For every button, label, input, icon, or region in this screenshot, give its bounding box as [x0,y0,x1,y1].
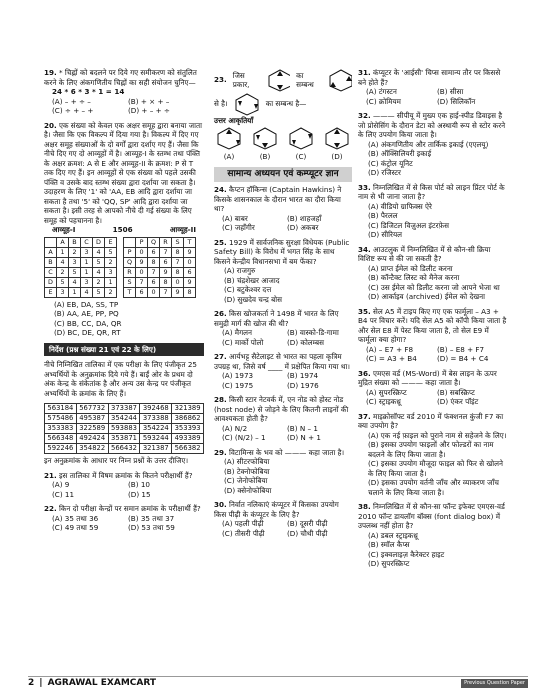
matrix-1-label: आव्यूह-I [52,225,76,234]
question-26 [214,309,352,347]
option-a[interactable]: (A) 9 [52,480,70,489]
option-a[interactable]: (A) पहली पीढ़ी [222,519,264,529]
option-a[interactable]: (A) 1973 [222,371,254,381]
option-b[interactable]: (B) स्मॉल कैप्स [368,540,410,549]
table-note: इन अनुक्रमांक के आधार पर निम्न प्रश्नों के उत्तर दीजिए। [44,456,189,465]
question-21 [44,471,204,500]
option-a[interactable]: (A) प्राप्त ईमेल को डिलीट करना [368,263,453,273]
option-c[interactable]: (C) = A3 + B4 [366,354,417,363]
option-c[interactable]: (C) डिजिटल विज़ुअल इंटरफ़ेस [368,220,449,230]
question-text: किन दो परीक्षा केन्द्रों पर समान क्रमांक के परीक्षार्थी हैं? [59,504,201,513]
options [358,87,508,106]
matrix-2: P Q R S T P 0 6 7 8 9 Q 9 8 6 7 0 R 0 7 9 8 6 S 7 6 8 0 9 T 6 0 7 9 8 [123,237,196,298]
hexagon-figure-icon [288,126,314,150]
option-b[interactable]: (B) 10 [128,480,150,489]
question-32 [358,111,508,178]
option-d[interactable]: (D) सुखदेव चन्द्र बोस [224,294,282,304]
answer-figure-b[interactable] [252,126,278,162]
question-text: निर्वात नलिकाएं कंप्यूटर में किसका उपयोग किस पीढ़ी के कंप्यूटर के लिए है? [214,500,339,519]
matrix-1: A B C D E A 1 2 3 4 5 B 4 3 1 5 2 C 2 5 1 4 3 D 5 4 3 2 1 E 3 1 4 5 2 [44,237,117,298]
option-a[interactable]: (A) 35 तथा 36 [52,513,99,523]
question-number: 35. [358,306,371,316]
question-text: से है। [214,99,228,109]
question-28 [214,395,352,443]
option-c[interactable]: (C) (N/2) – 1 [222,433,266,443]
hexagon-figure-icon [216,126,242,150]
hexagon-figure-icon [327,68,352,92]
option-a[interactable]: (A) सीटरफोबिया [224,457,270,467]
option-d[interactable]: (D) 1976 [287,380,319,390]
question-number: 25. [214,237,227,247]
page-footer [28,676,528,691]
option-d[interactable]: (D) + – + ÷ [128,106,170,115]
question-20 [44,121,204,338]
option-d[interactable]: (D) = B4 + C4 [437,354,489,363]
option-a[interactable]: (A) राजगुरु [224,266,256,276]
option-c[interactable]: (C) तीसरी पीढ़ी [222,528,265,538]
option-d[interactable]: (D) BC, DE, QR, RT [54,328,121,337]
option-c[interactable]: (C) इसका उपयोग मौजूदा फाइल को फिर से खोलने के लिए किया जाता है। [368,459,503,478]
option-c[interactable]: (C) क्रोमियम [366,96,401,106]
question-text: कैप्टन हॉकिन्स (Captain Hawkins) ने किसके शासनकाल के दौरान भारत का दौरा किया था? [214,185,342,214]
question-text: कंप्यूटर के 'आईसी' चिप्स सामान्य तौर पर किससे बने होते हैं? [358,68,501,87]
question-text: का सम्बन्ध [296,70,314,89]
question-number: 26. [214,309,227,319]
option-a[interactable]: (A) मैगलन [222,328,253,338]
option-d[interactable]: (D) चौथी पीढ़ी [287,528,328,538]
option-a[interactable]: (A) अंकगणितीय और तार्किक इकाई (एएलयू) [368,139,489,149]
roll-number-table [44,403,204,454]
instruction-heading: निर्देश (प्रश्न संख्या 21 एवं 22 के लिए) [44,343,204,357]
question-30 [214,500,352,538]
table-row: 592246 354822 566432 321387 566382 [45,444,204,454]
figure-row-2 [214,92,352,116]
table-row: 575486 495387 354244 373388 386862 [45,414,204,424]
option-b[interactable]: (B) इसका उपयोग फाइलों और फोल्डरों का नाम बदलने के लिए किया जाता है। [368,440,494,459]
separator: | [39,678,43,689]
option-b[interactable]: (B) टेक्नोफोबिया [224,466,270,476]
question-text: एक संख्या को केवल एक अक्षर समूह द्वारा बनाया जाता है। जैसा कि एक विकल्प में दिया गया है। विकल्प में दिए गए अक्षर समूह संख्याओं के दो वर्गों द्वारा दर्शाए गए हैं। जैसा कि नीचे दिए गए दो आव्यूहों में है। आव्यूह-I के स्तम्भ तथा पंक्ति के अक्षर क्रमश: A से E और आव्यूह-II के क्रमश: P से T तक दिए गए हैं। इन आव्यूहों से एक संख्या को पहले उसकी पंक्ति व उसके बाद स्तम्भ संख्या द्वारा दर्शाया जा सकता है। उदाहरण के लिए '1' को 'AA, EB आदि द्वारा दर्शाया जा सकता है तथा '5' को 'QQ, SP' आदि द्वारा दर्शाया जा सकता है। इसी तरह से आपको नीचे दी गई संख्या के लिए समूह को पहचानना है। [44,120,202,225]
options [44,97,204,116]
question-27 [214,352,352,390]
question-text: एमएस वर्ड (MS-Word) में बेस लाइन के ऊपर मुद्रित संख्या को ——— कहा जाता है। [358,368,497,387]
question-number: 23. [214,75,227,85]
column-3 [358,68,508,574]
question-25 [214,238,352,305]
question-number: 28. [214,395,227,405]
question-33 [358,183,508,240]
question-number: 33. [358,182,371,192]
question-number: 36. [358,368,371,378]
option-d[interactable]: (D) क्सेनोफोबिया [224,485,272,495]
section-heading: सामान्य अध्ययन एवं कम्प्यूटर ज्ञान [214,167,352,183]
option-c[interactable]: (C) मार्को पोलो [222,337,264,347]
question-number: 31. [358,68,371,77]
question-22 [44,504,204,533]
question-number: 24. [214,185,227,195]
option-d[interactable]: (D) 15 [128,489,151,499]
option-d[interactable]: (D) सिलिकॉन [437,96,476,106]
question-19 [44,68,204,116]
option-a[interactable]: (A) N/2 [222,423,248,433]
answer-figure-d[interactable] [324,126,350,162]
brand-name: AGRAWAL EXAMCART [47,678,157,689]
option-c[interactable]: (C) उस ईमेल को डिलीट करना जो आपने भेजा था [368,282,500,292]
option-d[interactable]: (D) रजिस्टर [368,168,401,177]
option-label: (C) [295,152,307,161]
question-24 [214,185,352,233]
question-text: निम्नलिखित में से किस पोर्ट को लाइन प्रिंटर पोर्ट के नाम से भी जाना जाता है? [358,182,505,201]
question-number: 21. [44,470,57,480]
hexagon-figure-icon [234,92,260,116]
question-34 [358,245,508,302]
hexagon-figure-icon [324,126,350,150]
options [214,371,352,390]
footer-badge: Previous Question Paper [461,679,528,688]
instruction-text: नीचे निम्नि‍खित तालिका में एक परीक्षा के लिए पंजीकृत 25 अभ्यर्थियों के अनुक्रमांक दिये गये हैं। बाईं ओर के प्रथम दो अंक केन्द्र के संकेतांक है और अन्य उस केन्द्र पर पंजीकृत अभ्यर्थियों के क्रमांक के लिए हैं। [44,360,197,398]
answer-figures-label: उत्तर आकृतियाँ [214,116,254,125]
table-row: 563184 567732 373387 392468 321389 [45,404,204,414]
hexagon-figure-icon [252,126,278,150]
option-a[interactable]: (A) टंगस्टन [366,87,397,96]
options [214,328,352,347]
option-c[interactable]: (C) जहाँगीर [222,223,255,233]
option-c[interactable]: (C) 11 [52,489,75,499]
option-b[interactable]: (B) सबस्क्रिप्ट [437,387,475,397]
option-b[interactable]: (B) AA, AE, PP, PQ [54,309,119,318]
question-number: 27. [214,352,227,362]
equation: 24 * 6 * 3 * 1 = 14 [52,87,125,96]
option-c[interactable]: (C) 49 तथा 59 [52,523,99,532]
option-d[interactable]: (D) 53 तथा 59 [128,523,175,532]
option-c[interactable]: (C) बटुकेश्वर दत्त [224,285,272,295]
question-35 [358,307,508,364]
option-b[interactable]: (B) 1974 [287,371,319,381]
option-c[interactable]: (C) इक्वलाइज़ कैरेक्टर हाइट [368,549,445,559]
answer-figure-a[interactable] [216,126,242,162]
table-row: 566348 492424 353871 593244 493389 [45,434,204,444]
option-d[interactable]: (D) एंकर पॉइंट [437,397,479,406]
option-b[interactable]: (B) 35 तथा 37 [128,513,175,523]
question-text: आउटलुक में निम्नलिखित में से कौन-सी क्रिया विशिष्ट रूप से की जा सकती है? [358,244,491,263]
hexagon-figure-icon [267,68,290,92]
question-number: 38. [358,502,371,511]
options [214,214,352,233]
answer-figures [214,126,352,162]
option-d[interactable]: (D) सीरियल [368,230,402,239]
question-29 [214,448,352,496]
question-text: 1929 में सार्वजनिक सुरक्षा विधेयक (Public Safety Bill) के विरोध में भगत सिंह के साथ किसने केन्द्रीय विधानसभा में बम फेंका? [214,237,350,266]
option-a[interactable]: (A) – + ÷ – [52,96,91,106]
option-a[interactable]: (A) बाबर [222,213,248,223]
option-b[interactable]: (B) N – 1 [287,423,318,433]
option-c[interactable]: (C) ÷ + – + [52,106,94,115]
option-a[interactable]: (A) EB, DA, SS, TP [54,299,119,309]
option-d[interactable]: (D) आर्काइव (archived) ईमेल को देखना [368,292,485,301]
question-text: माइक्रोसॉफ्ट वर्ड 2010 में फंक्शनल कुंजी F7 का क्या उपयोग है? [358,411,504,430]
option-b[interactable]: (B) दूसरी पीढ़ी [287,519,328,529]
option-b[interactable]: (B) शाहजहाँ [287,213,322,223]
option-a[interactable]: (A) एक नई फ़ाइल को पुराने नाम से सहेजने के लिए। [368,430,507,440]
column-2 [214,68,352,543]
question-23 [214,68,352,162]
question-text: आर्यभट्ट सैटेलाइट से भारत का पहला कृत्रिम उपग्रह था, जिसे वर्ष ____ में प्रक्षेपित किया गया था। [214,352,351,371]
question-number: 32. [358,111,371,120]
option-b[interactable]: (B) + × + – [128,96,170,106]
question-number: 30. [214,500,227,510]
question-number: 34. [358,244,371,254]
option-c[interactable]: (C) कंट्रोल यूनिट [368,158,413,168]
question-text: इस तालिका में विषम क्रमांक के कितने परीक्षार्थी हैं? [59,470,193,480]
options [214,424,352,443]
question-text: किस खोजकर्ता ने 1498 में भारत के लिए समुद्री मार्ग की खोज की थी? [214,309,339,328]
column-1 [44,68,204,538]
options [358,388,508,407]
question-number: 37. [358,411,371,421]
options [44,514,204,533]
question-number: 19. [44,68,57,77]
option-b[interactable]: (B) पैरलल [368,211,398,220]
page-number: 2 [28,678,35,689]
question-text: विटामिन्स के भव को ——— कहा जाता है। [229,447,345,457]
question-text: जिस प्रकार, [232,70,250,89]
question-text: सेल A5 में टाइप किए गए एक फार्मूला – A3 + B4 पर विचार करें। यदि सेल A5 को कॉपी किया जाता है और सेल E8 में पेस्ट किया जाता है, तो सेल E9 में फार्मूला क्या होगा? [358,306,507,344]
question-37 [358,412,508,498]
question-text: किसी स्टार नेटवर्क में, एन नोड को होस्ट नोड (host node) से जोड़ने के लिए कितनी लाइनों की आवश्यकता होती है? [214,395,349,424]
matrices [44,237,204,298]
option-label: (B) [259,152,271,161]
option-a[interactable]: (A) – E7 + F8 [366,344,414,354]
matrix-headings [44,225,204,235]
option-label: (A) [223,152,235,161]
option-a[interactable]: (A) सुपरस्क्रिप्ट [366,387,407,397]
option-b[interactable]: (B) सीसा [437,87,464,96]
question-number: 22. [44,504,57,513]
option-b[interactable]: (B) चंद्रशेखर आजाद [224,275,280,285]
option-b[interactable]: (B) कॉन्टैक्ट लिस्ट को मैनेज करना [368,273,460,282]
option-c[interactable]: (C) BB, CC, DA, QR [54,318,122,328]
option-d[interactable]: (D) N + 1 [287,433,321,443]
question-text: * चिह्नों को बदलने पर दिये गए समीकरण को संतुलित करने के लिए अंकगणितीय चिह्नों का सही संयोजन चुनिए— [44,68,197,87]
question-31 [358,68,508,106]
option-b[interactable]: (B) ऑक्सिलियरी इकाई [368,149,432,158]
question-text: ——— सीपीयू में मुख्य एक हाई-स्पीड डिवाइस है जो प्रोसेसिंग के दौरान डेटा को अस्थायी रूप से स्टोर करने के लिए उपयोग किया जाता है। [358,111,506,139]
question-36 [358,369,508,407]
option-d[interactable]: (D) सुपरस्क्रिप्ट [368,559,410,568]
option-b[interactable]: (B) वास्को-डि-गामा [287,328,339,338]
option-a[interactable]: (A) डबल स्ट्राइकथ्रू [368,530,418,540]
question-38 [358,502,508,569]
options [214,519,352,538]
table-row: 353383 322589 593883 354224 353393 [45,424,204,434]
matrix-2-label: आव्यूह-II [169,225,196,234]
option-c[interactable]: (C) स्ट्राइकथ्रू [366,397,401,406]
option-label: (D) [331,152,343,161]
target-number: 1506 [112,225,133,234]
option-a[interactable]: (A) वीडियो ग्राफिक्स ऐरे [368,201,432,211]
option-c[interactable]: (C) जेनोफोबिया [224,476,268,486]
answer-figure-c[interactable] [288,126,314,162]
question-number: 29. [214,447,227,457]
option-b[interactable]: (B) – E8 + F7 [437,344,485,354]
option-c[interactable]: (C) 1975 [222,380,254,390]
option-d[interactable]: (D) कोलम्बस [287,337,324,347]
question-number: 20. [44,120,57,130]
options [358,345,508,364]
question-text: निम्नलिखित में से कौन-सा फॉन्ट इफेक्ट एमएस-वर्ड 2010 फॉन्ट डायलॉग बॉक्स (font dialog box) में उपलब्ध नहीं होता है? [358,502,505,530]
figure-row-1 [214,68,352,92]
options [44,480,204,499]
option-d[interactable]: (D) इसका उपयोग वर्तनी जाँच और व्याकरण जाँच चलाने के लिए किया जाता है। [368,478,499,497]
option-d[interactable]: (D) अकबर [287,223,319,233]
question-text: का सम्बन्ध है— [265,99,307,109]
